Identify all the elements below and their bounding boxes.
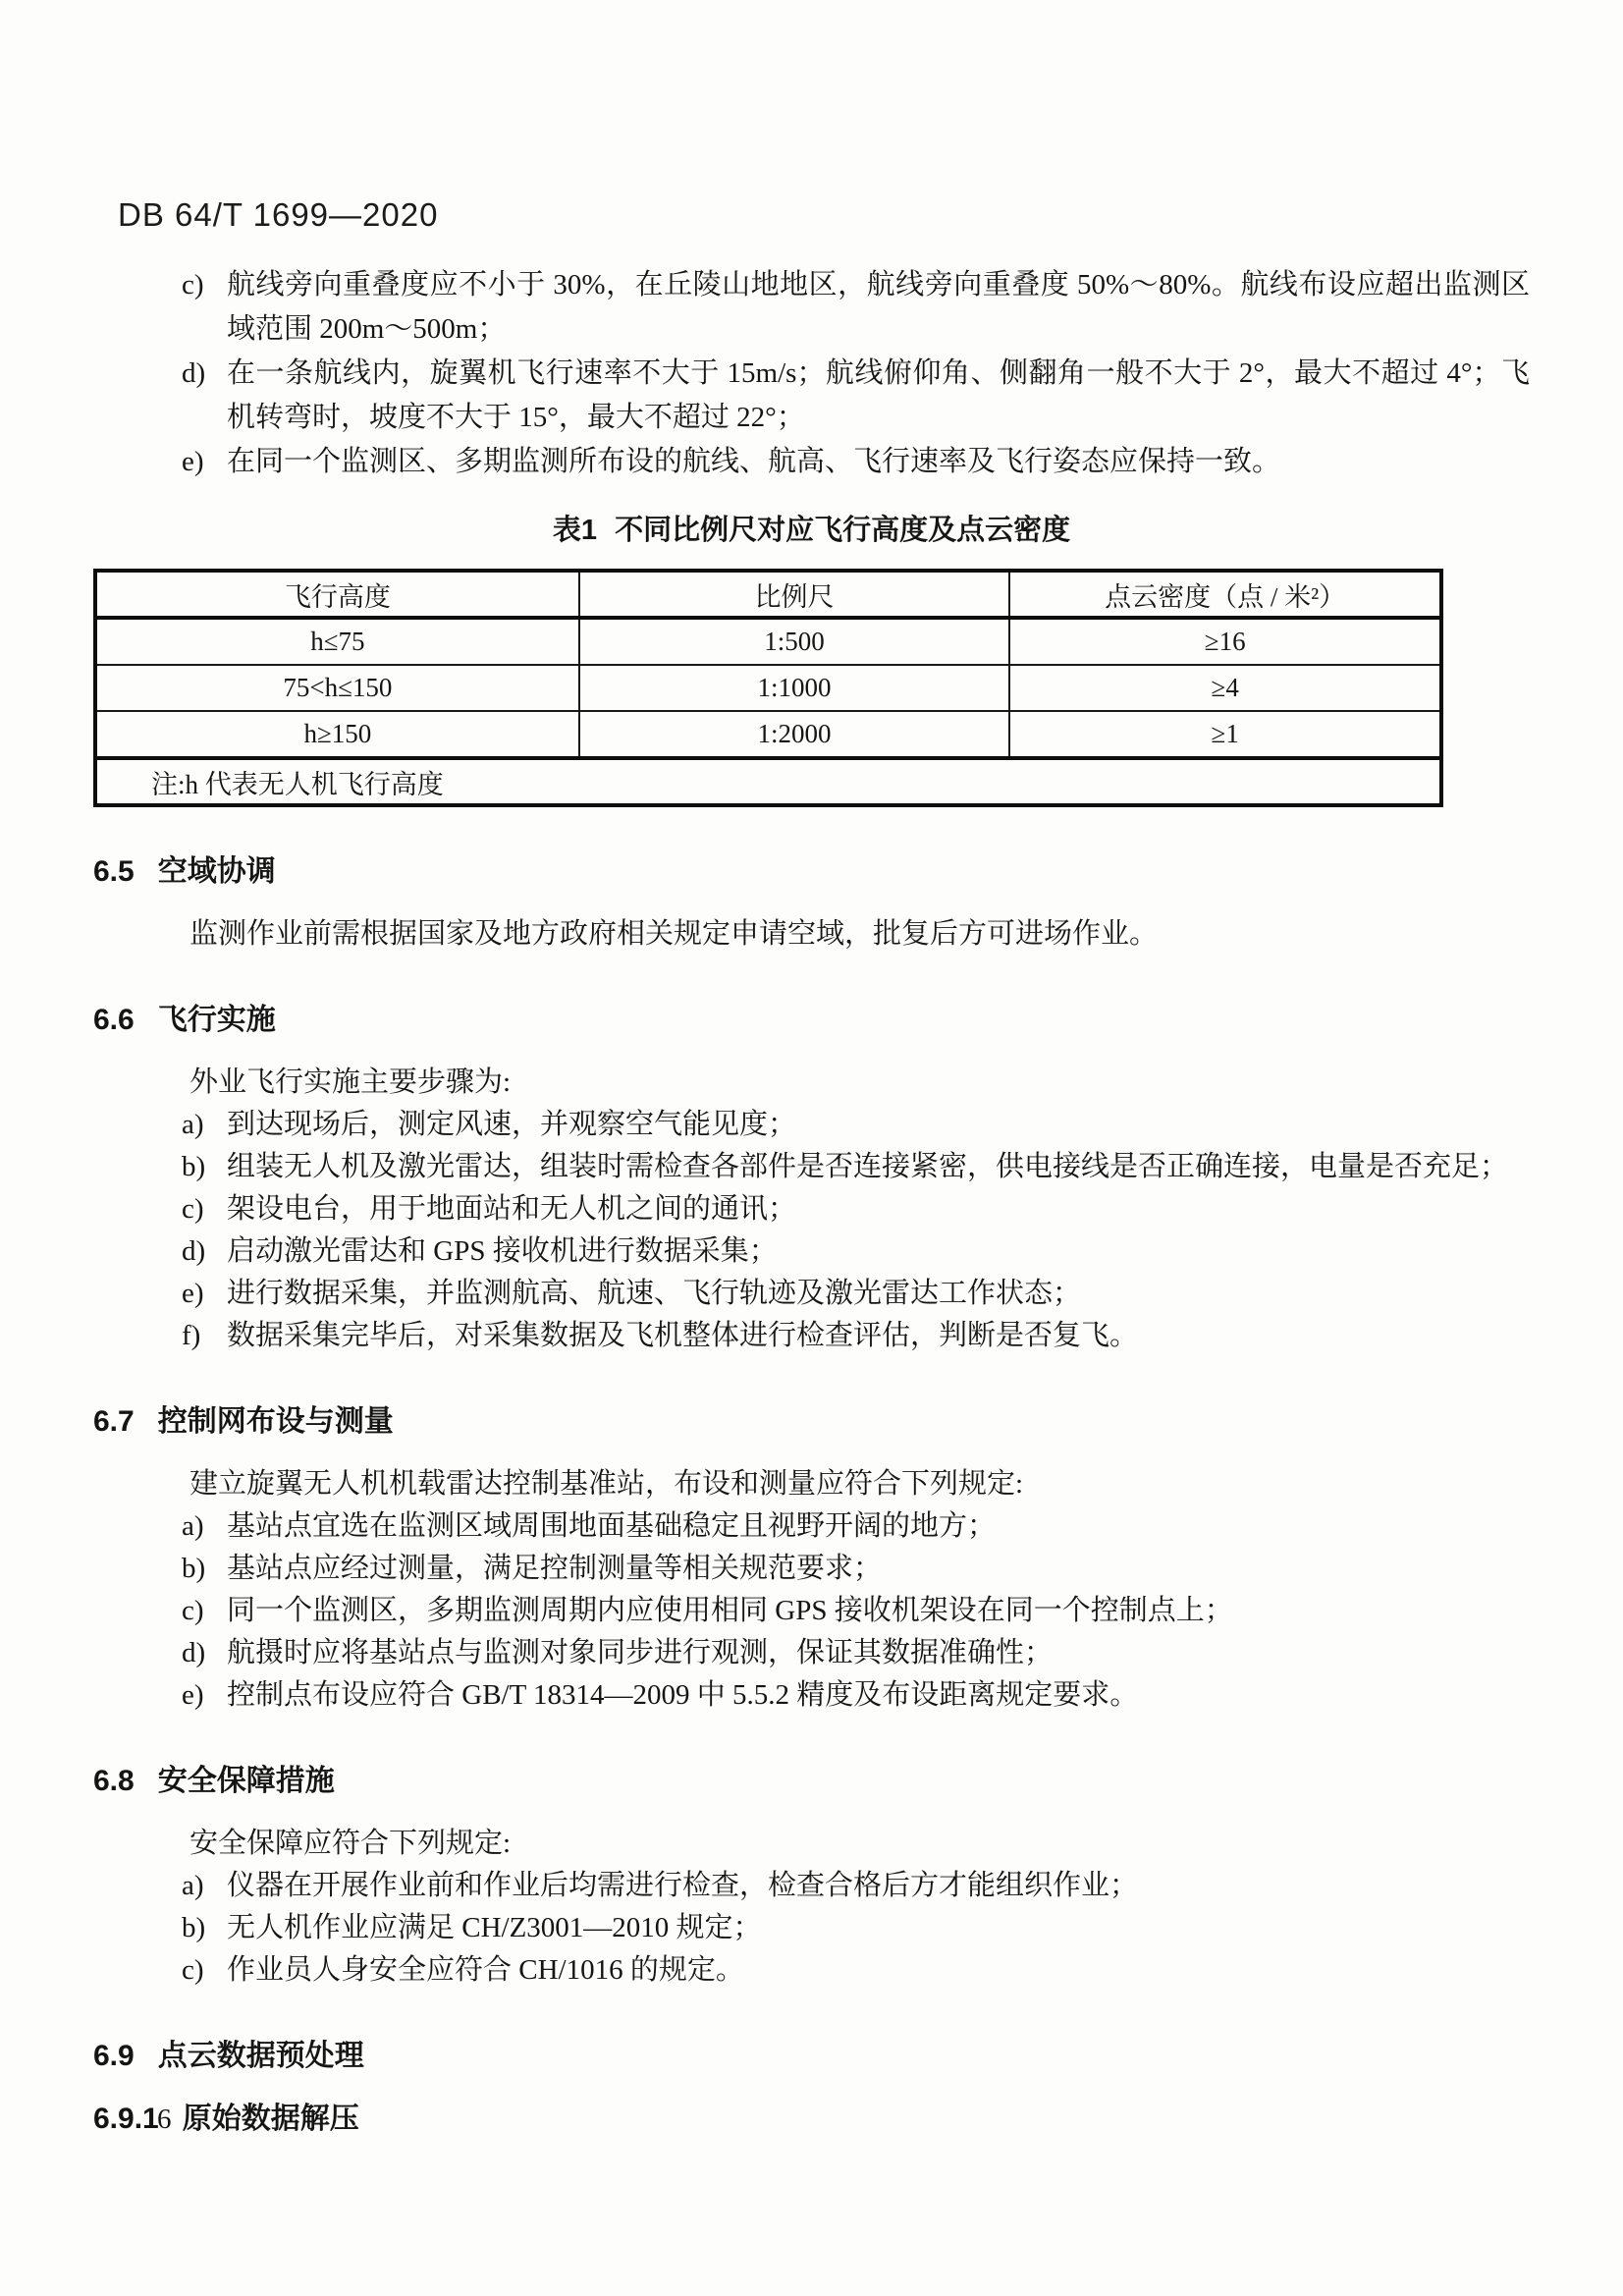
section-6-7-list — [93, 1505, 1530, 1717]
table-cell: 75<h≤150 — [95, 665, 579, 711]
table-row — [95, 665, 1441, 711]
list-item-label: d) — [182, 1637, 206, 1668]
section-heading-6-9-1 — [93, 2099, 1530, 2140]
list-item-text: 进行数据采集，并监测航高、航速、飞行轨迹及激光雷达工作状态； — [227, 1278, 1082, 1309]
section-title: 空域协调 — [157, 855, 276, 888]
list-item-text: 架设电台，用于地面站和无人机之间的通讯； — [227, 1193, 797, 1225]
paragraph: 监测作业前需根据国家及地方政府相关规定申请空域，批复后方可进场作业。 — [189, 918, 1159, 950]
table-header-cell: 比例尺 — [579, 571, 1010, 618]
list-item-label: f) — [182, 1320, 201, 1351]
paragraph: 安全保障应符合下列规定: — [189, 1828, 512, 1859]
list-item-label: b) — [182, 1912, 206, 1943]
list-item — [93, 1315, 1530, 1357]
list-item-label: a) — [182, 1109, 204, 1140]
table-caption-label: 表1 — [552, 515, 598, 546]
table-cell: 1:500 — [579, 618, 1010, 665]
section-6-8-list — [93, 1865, 1530, 1992]
section-title: 点云数据预处理 — [157, 2040, 364, 2072]
list-item-label: b) — [182, 1151, 206, 1182]
list-item-text: 同一个监测区，多期监测周期内应使用相同 GPS 接收机架设在同一个控制点上； — [227, 1595, 1233, 1626]
section-heading-6-6 — [93, 1000, 1530, 1041]
table-row — [95, 618, 1441, 665]
list-item-label: c) — [182, 269, 204, 301]
section-title: 安全保障措施 — [157, 1765, 335, 1797]
list-item — [93, 440, 1530, 484]
list-item-text: 基站点应经过测量，满足控制测量等相关规范要求； — [227, 1553, 883, 1584]
section-title: 飞行实施 — [157, 1004, 276, 1036]
list-item-text: 到达现场后，测定风速，并观察空气能见度； — [227, 1109, 797, 1140]
list-item-label: e) — [182, 1679, 204, 1711]
list-item-text: 航线旁向重叠度应不小于 30%，在丘陵山地地区，航线旁向重叠度 50%～80%。航线布设应超出监测区域范围 200m～500m； — [227, 269, 1530, 345]
table-row — [95, 711, 1441, 758]
list-item-label: d) — [182, 357, 206, 389]
section-title: 原始数据解压 — [182, 2103, 359, 2135]
list-item-label: c) — [182, 1595, 204, 1626]
list-item — [93, 1590, 1530, 1632]
list-item-label: e) — [182, 446, 204, 477]
list-item — [93, 1230, 1530, 1273]
section-number: 6.5 — [93, 855, 135, 888]
table-cell: 1:2000 — [579, 711, 1010, 758]
table-cell: ≥4 — [1009, 665, 1441, 711]
table-caption — [93, 510, 1530, 551]
list-item-label: b) — [182, 1553, 206, 1584]
list-item — [93, 1146, 1530, 1188]
section-number: 6.8 — [93, 1765, 135, 1797]
section-heading-6-7 — [93, 1401, 1530, 1443]
table-cell: h≥150 — [95, 711, 579, 758]
section-number: 6.9 — [93, 2040, 135, 2072]
section-heading-6-8 — [93, 1761, 1530, 1802]
list-item-label: c) — [182, 1954, 204, 1986]
list-item-label: c) — [182, 1193, 204, 1225]
list-item — [93, 1104, 1530, 1146]
list-item — [93, 1865, 1530, 1907]
table-cell: ≥1 — [1009, 711, 1441, 758]
list-item-text: 仪器在开展作业前和作业后均需进行检查，检查合格后方才能组织作业； — [227, 1870, 1139, 1901]
list-item — [93, 1632, 1530, 1674]
table-note-row — [95, 758, 1441, 805]
doc-code-header: DB 64/T 1699—2020 — [118, 196, 439, 233]
flight-height-table — [93, 569, 1443, 807]
table-cell: h≤75 — [95, 618, 579, 665]
section-number: 6.6 — [93, 1004, 135, 1036]
section-number: 6.7 — [93, 1405, 135, 1438]
table-header-cell: 飞行高度 — [95, 571, 579, 618]
list-item — [93, 1548, 1530, 1590]
section-title: 控制网布设与测量 — [157, 1405, 394, 1438]
list-item — [93, 1949, 1530, 1992]
section-6-6-list — [93, 1104, 1530, 1357]
list-item-label: a) — [182, 1510, 204, 1542]
list-item-text: 航摄时应将基站点与监测对象同步进行观测，保证其数据准确性； — [227, 1637, 1054, 1668]
list-item-text: 作业员人身安全应符合 CH/1016 的规定。 — [227, 1954, 744, 1986]
section-heading-6-5 — [93, 851, 1530, 893]
table-header-cell: 点云密度（点 / 米²） — [1009, 571, 1441, 618]
top-list — [93, 263, 1530, 484]
list-item-text: 在同一个监测区、多期监测所布设的航线、航高、飞行速率及飞行姿态应保持一致。 — [227, 446, 1281, 477]
list-item-text: 控制点布设应符合 GB/T 18314—2009 中 5.5.2 精度及布设距离规定要求。 — [227, 1679, 1139, 1711]
list-item — [93, 263, 1530, 352]
list-item — [93, 352, 1530, 440]
table-cell: ≥16 — [1009, 618, 1441, 665]
table-caption-title: 不同比例尺对应飞行高度及点云密度 — [615, 515, 1071, 546]
table-header-row — [95, 571, 1441, 618]
list-item — [93, 1273, 1530, 1315]
list-item — [93, 1188, 1530, 1230]
list-item-text: 组装无人机及激光雷达，组装时需检查各部件是否连接紧密，供电接线是否正确连接，电量是否充足； — [227, 1151, 1509, 1182]
list-item-text: 基站点宜选在监测区域周围地面基础稳定且视野开阔的地方； — [227, 1510, 997, 1542]
list-item-text: 数据采集完毕后，对采集数据及飞机整体进行检查评估，判断是否复飞。 — [227, 1320, 1139, 1351]
list-item-text: 无人机作业应满足 CH/Z3001—2010 规定； — [227, 1912, 762, 1943]
list-item — [93, 1674, 1530, 1717]
list-item-label: a) — [182, 1870, 204, 1901]
section-number: 6.9.1 — [93, 2103, 159, 2135]
table-note: 注:h 代表无人机飞行高度 — [95, 758, 1441, 805]
list-item-text: 在一条航线内，旋翼机飞行速率不大于 15m/s；航线俯仰角、侧翻角一般不大于 2°，最大不超过 4°；飞机转弯时，坡度不大于 15°，最大不超过 22°； — [227, 357, 1530, 433]
paragraph: 建立旋翼无人机机载雷达控制基准站，布设和测量应符合下列规定: — [189, 1468, 1024, 1500]
list-item-text: 启动激光雷达和 GPS 接收机进行数据采集； — [227, 1235, 778, 1267]
list-item-label: d) — [182, 1235, 206, 1267]
list-item — [93, 1505, 1530, 1548]
list-item-label: e) — [182, 1278, 204, 1309]
page-number: 6 — [157, 2104, 172, 2135]
section-heading-6-9 — [93, 2036, 1530, 2077]
paragraph: 外业飞行实施主要步骤为: — [189, 1066, 512, 1098]
table-cell: 1:1000 — [579, 665, 1010, 711]
list-item — [93, 1907, 1530, 1949]
